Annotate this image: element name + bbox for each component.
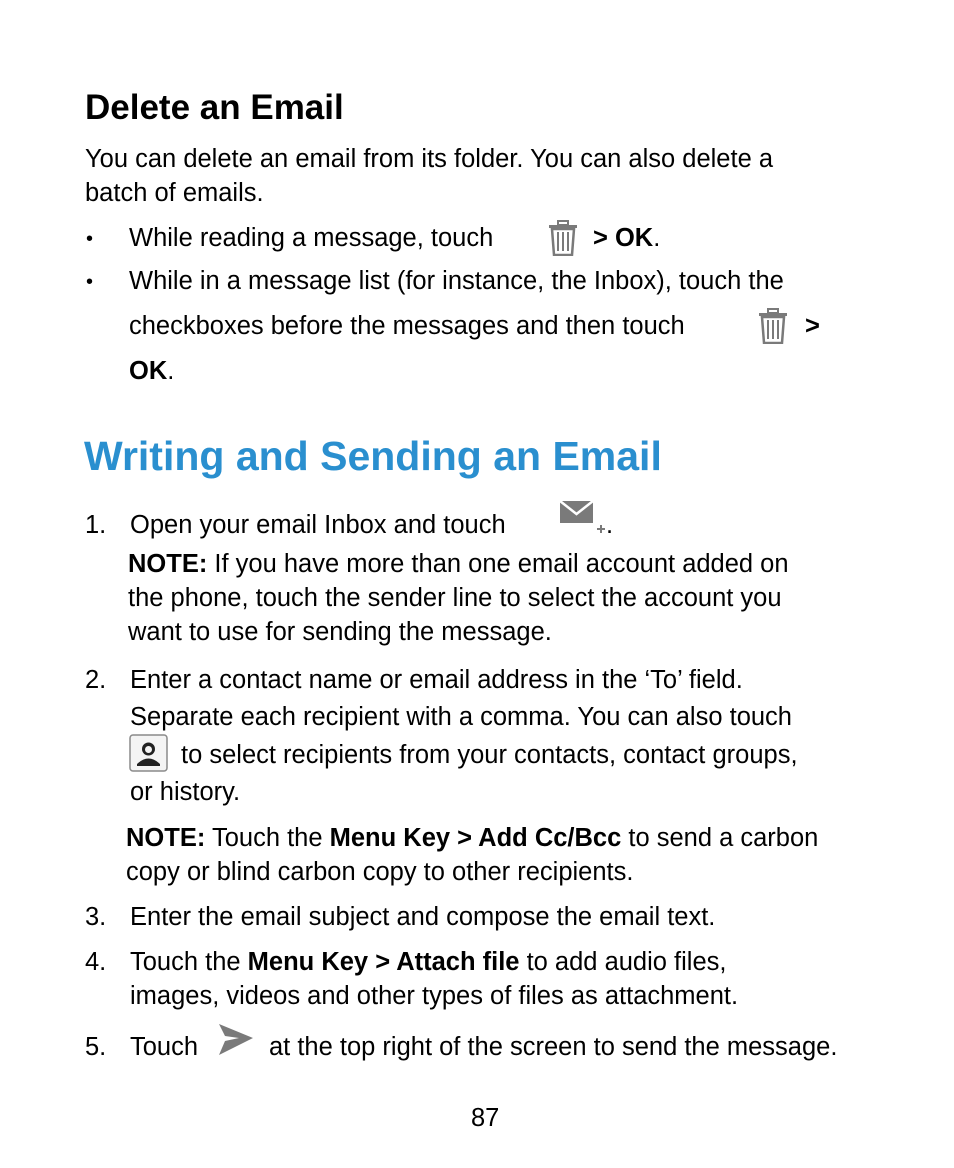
bullet-1-ok: > OK	[593, 224, 654, 252]
menu-key-add-ccbcc: Menu Key > Add Cc/Bcc	[329, 824, 622, 852]
step-1-text: Open your email Inbox and touch	[130, 511, 506, 539]
step-1-period: .	[606, 511, 614, 539]
section-heading-delete-email: Delete an Email	[85, 88, 344, 127]
step-4-line-2: images, videos and other types of files as attachment.	[130, 982, 739, 1010]
bullet-2-ok: OK	[129, 357, 168, 385]
intro-line-1: You can delete an email from its folder. You can also delete a	[85, 145, 774, 173]
step-2-line-3: to select recipients from your contacts, contact groups,	[181, 741, 798, 769]
menu-key-attach-file: Menu Key > Attach file	[247, 948, 520, 976]
bullet-dot: •	[86, 271, 94, 293]
bullet-1-period: .	[653, 224, 661, 252]
bullet-dot: •	[86, 228, 94, 250]
step-5-text-before: Touch	[130, 1033, 199, 1061]
step-2-line-4: or history.	[130, 778, 241, 806]
step-1-note-line-3: want to use for sending the message.	[128, 618, 552, 646]
step-number: 3.	[85, 903, 107, 931]
compose-email-icon	[559, 499, 607, 540]
bullet-2-arrow: >	[805, 312, 820, 340]
step-number: 1.	[85, 511, 107, 539]
page-number: 87	[471, 1104, 500, 1132]
step-number: 5.	[85, 1033, 107, 1061]
send-icon	[217, 1022, 255, 1063]
note-label: NOTE:	[126, 824, 206, 852]
trash-icon	[756, 308, 790, 349]
step-2-note-line-1: NOTE: Touch the Menu Key > Add Cc/Bcc to send a carbon	[126, 824, 819, 852]
step-2-line-1: Enter a contact name or email address in the ‘To’ field.	[130, 666, 743, 694]
step-5-text-after: at the top right of the screen to send the message.	[269, 1033, 838, 1061]
trash-icon	[546, 220, 580, 261]
intro-line-2: batch of emails.	[85, 179, 264, 207]
contact-picker-icon	[129, 734, 168, 777]
note-label: NOTE:	[128, 550, 208, 578]
step-3-text: Enter the email subject and compose the email text.	[130, 903, 716, 931]
bullet-2-line-3: OK.	[129, 357, 175, 385]
step-1-note-line-1: NOTE: If you have more than one email account added on	[128, 550, 789, 578]
bullet-1-text: While reading a message, touch	[129, 224, 494, 252]
bullet-2-line-1: While in a message list (for instance, the Inbox), touch the	[129, 267, 784, 295]
section-heading-writing-sending: Writing and Sending an Email	[84, 433, 662, 479]
step-number: 2.	[85, 666, 107, 694]
step-4-line-1: Touch the Menu Key > Attach file to add audio files,	[130, 948, 727, 976]
step-2-note-line-2: copy or blind carbon copy to other recipients.	[126, 858, 634, 886]
step-number: 4.	[85, 948, 107, 976]
step-1-note-line-2: the phone, touch the sender line to select the account you	[128, 584, 782, 612]
bullet-1-end	[593, 221, 660, 255]
step-2-line-2: Separate each recipient with a comma. You can also touch	[130, 703, 792, 731]
bullet-2-line-2: checkboxes before the messages and then touch	[129, 312, 685, 340]
